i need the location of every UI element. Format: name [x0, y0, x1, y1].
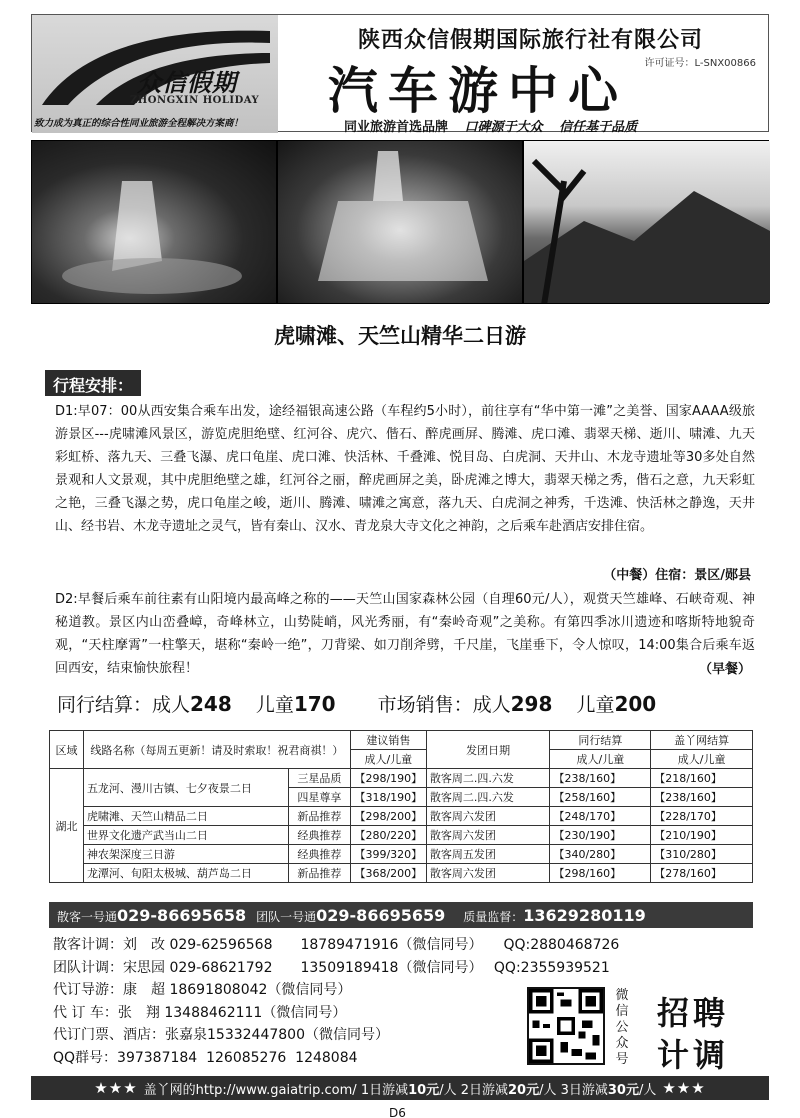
- trip-title: 虎啸滩、天竺山精华二日游: [274, 324, 526, 348]
- table-row: [50, 864, 753, 883]
- price-summary: [57, 690, 757, 717]
- peer-child-label: 儿童: [255, 694, 294, 716]
- tagline-word-of-mouth: 口碑源于大众: [464, 120, 543, 135]
- peer-cell: 【340/280】: [550, 845, 651, 864]
- table-row: [50, 807, 753, 826]
- day1-text: D1:早07：00从西安集合乘车出发，途经福银高速公路（车程约5小时），前往享有“华中第一滩”之美誉、国家AAAA级旅游景区---虎啸滩风景区，游览虎胆绝壁、红河谷、虎穴、偕石、醉虎画屏、腾滩、虎口滩、翡翠天梯、逝川、啸滩、九天彩虹桥、落九天、三叠飞瀑、虎口龟崖、虎口滩、快活林、千叠滩、悦目岛、白虎洞、天井山、木龙寺遗址等30多处自然景观和人文景观，其中虎胆绝壁之雄，红河谷之丽，醉虎画屏之美，卧虎滩之博大，翡翠天梯之秀，偕石之意，九天彩虹之艳，三叠飞瀑之势，虎口龟崖之峻，逝川、腾滩、啸滩之寓意，落九天、白虎洞之神秀，千迭滩、快活林之静逸，天井山、经书岩、木龙寺遗址之灵气，皆有秦山、汉水、青龙泉大寺文化之神韵，之后乘车赴酒店安排住宿。: [55, 404, 755, 534]
- tag-cell: 经典推荐: [288, 845, 350, 864]
- logo-chinese: 众信假期: [137, 69, 237, 97]
- recruit-banner: [657, 992, 729, 1076]
- center-title: 汽车游中心: [328, 61, 628, 120]
- contact-line: 代订导游：康 超 18691808042（微信同号）: [53, 982, 352, 998]
- gaia-cell: 【218/160】: [651, 769, 753, 788]
- route-cell: 虎啸滩、天竺山精品二日: [83, 807, 288, 826]
- contact-line: 团队计调：宋思园 029-68621792 13509189418（微信同号） QQ:2355939521: [53, 959, 610, 976]
- region-cell: 湖北: [50, 769, 84, 883]
- header-sub: 成人/儿童: [550, 750, 651, 769]
- group-hotline-number: 029-86695659: [316, 905, 446, 925]
- gaia-cell: 【278/160】: [651, 864, 753, 883]
- date-cell: 散客周六发团: [426, 807, 550, 826]
- tagline-trust: 信任基于品质: [559, 120, 638, 135]
- tagline-brand: 同业旅游首选品牌: [344, 120, 449, 135]
- suggest-cell: 【298/200】: [350, 807, 426, 826]
- suggest-cell: 【399/320】: [350, 845, 426, 864]
- itinerary-badge: 行程安排：: [45, 370, 141, 396]
- waterfall-photo: [32, 141, 276, 303]
- suggest-cell: 【280/220】: [350, 826, 426, 845]
- contact-line: 代 订 车：张 翔 13488462111（微信同号）: [53, 1004, 347, 1021]
- market-adult-price: 298: [510, 692, 553, 716]
- header-region: 区域: [50, 731, 84, 769]
- header-route: 线路名称（每周五更新！请及时索取！祝君商祺！）: [83, 731, 350, 769]
- group-hotline-label: 团队一号通: [256, 909, 317, 924]
- tagline: [344, 116, 649, 135]
- footer-text-d: /人: [638, 1082, 657, 1098]
- stars-icon: ★★★: [662, 1079, 706, 1097]
- tag-cell: 新品推荐: [288, 807, 350, 826]
- header-sub: 成人/儿童: [651, 750, 753, 769]
- peer-cell: 【238/160】: [550, 769, 651, 788]
- day1-meal: （中餐）住宿：景区/郧县: [603, 568, 751, 583]
- suggest-cell: 【318/190】: [350, 788, 426, 807]
- page-number: D6: [389, 1106, 406, 1118]
- logo-slogan: 致力成为真正的综合性同业旅游全程解决方案商！: [34, 118, 244, 129]
- recruit-line-2: 计调: [657, 1036, 730, 1074]
- suggest-cell: 【368/200】: [350, 864, 426, 883]
- header-peer: 同行结算: [550, 731, 651, 750]
- footer-text-a: 盖丫网的http://www.gaiatrip.com/ 1日游减: [143, 1082, 409, 1098]
- header-gaia: 盖丫网结算: [651, 731, 753, 750]
- footer-discount-1: 10元: [408, 1082, 440, 1098]
- footer-bar: [31, 1076, 769, 1100]
- day2-text: D2:早餐后乘车前往素有山阳境内最高峰之称的——天竺山国家森林公园（自理60元/人），观赏天竺雄峰、石峡奇观、神秘道教。景区内山峦叠嶂，奇峰林立，山势陡峭，风光秀丽，有“秦岭奇观”之美称。有第四季冰川遗迹和喀斯特地貌奇观，“天柱摩霄”一柱擎天，堪称“秦岭一绝”，刀背梁、如刀削斧劈，千尺崖，飞崖垂下，令人惊叹，14:00集合后乘车返回西安，结束愉快旅程！: [55, 592, 755, 676]
- peer-cell: 【258/160】: [550, 788, 651, 807]
- peer-cell: 【248/170】: [550, 807, 651, 826]
- license-number: 许可证号：L-SNX00866: [644, 58, 756, 69]
- footer-discount-2: 20元: [507, 1082, 540, 1098]
- date-cell: 散客周六发团: [426, 826, 550, 845]
- retail-hotline-number: 029-86695658: [117, 905, 247, 925]
- mountain-photo: [524, 141, 770, 303]
- header: [31, 14, 769, 135]
- suggest-cell: 【298/190】: [350, 769, 426, 788]
- date-cell: 散客周六发团: [426, 864, 550, 883]
- tag-cell: 四星尊享: [288, 788, 350, 807]
- tag-cell: 三星品质: [288, 769, 350, 788]
- peer-cell: 【298/160】: [550, 864, 651, 883]
- photo-strip: [31, 140, 769, 304]
- peer-label: 同行结算：成人: [57, 694, 191, 716]
- market-child-price: 200: [614, 692, 657, 716]
- table-row: [50, 845, 753, 864]
- peer-cell: 【230/190】: [550, 826, 651, 845]
- company-name: 陕西众信假期国际旅行社有限公司: [358, 28, 704, 53]
- route-cell: 五龙河、漫川古镇、七夕夜景二日: [83, 769, 288, 807]
- footer-text-c: /人 3日游减: [539, 1082, 608, 1098]
- footer-discount-3: 30元: [607, 1082, 639, 1098]
- header-suggest: 建议销售: [350, 731, 426, 750]
- retail-hotline-label: 散客一号通: [57, 909, 118, 924]
- table-row: [50, 769, 753, 788]
- qr-code-icon: [527, 987, 605, 1065]
- footer-text-b: /人 2日游减: [439, 1082, 508, 1098]
- route-price-table: [49, 730, 753, 883]
- date-cell: 散客周五发团: [426, 845, 550, 864]
- hotline-bar: [49, 902, 753, 928]
- stars-icon: ★★★: [94, 1079, 138, 1097]
- quality-number: 13629280119: [523, 905, 646, 925]
- contact-line: 散客计调：刘 改 029-62596568 18789471916（微信同号） QQ:2880468726: [53, 937, 620, 953]
- logo-panel: [32, 15, 278, 133]
- date-cell: 散客周二.四.六发: [426, 788, 550, 807]
- route-cell: 龙潭河、旬阳太极城、葫芦岛二日: [83, 864, 288, 883]
- peer-adult-price: 248: [190, 692, 232, 716]
- quality-label: 质量监督：: [463, 909, 524, 924]
- market-label: 市场销售：成人: [377, 694, 511, 716]
- gaia-cell: 【228/170】: [651, 807, 753, 826]
- route-cell: 神农架深度三日游: [83, 845, 288, 864]
- date-cell: 散客周二.四.六发: [426, 769, 550, 788]
- cascade-photo: [278, 141, 522, 303]
- tag-cell: 经典推荐: [288, 826, 350, 845]
- gaia-cell: 【310/280】: [651, 845, 753, 864]
- logo-english: ZHONGXIN HOLIDAY: [130, 95, 260, 106]
- header-date: 发团日期: [426, 731, 550, 769]
- contact-line: QQ群号：397387184 126085276 1248084: [53, 1049, 358, 1066]
- gaia-cell: 【238/160】: [651, 788, 753, 807]
- table-row: [50, 826, 753, 845]
- contact-line: 代订门票、酒店：张嘉泉15332447800（微信同号）: [53, 1027, 389, 1043]
- day2-meal: （早餐）: [698, 662, 751, 677]
- market-child-label: 儿童: [576, 694, 615, 716]
- peer-child-price: 170: [293, 692, 336, 716]
- tag-cell: 新品推荐: [288, 864, 350, 883]
- route-cell: 世界文化遗产武当山二日: [83, 826, 288, 845]
- recruit-line-1: 招聘: [657, 994, 730, 1032]
- gaia-cell: 【210/190】: [651, 826, 753, 845]
- header-sub: 成人/儿童: [350, 750, 426, 769]
- qr-label: 微信公众号: [615, 988, 629, 1067]
- flyer-page: [31, 14, 769, 1118]
